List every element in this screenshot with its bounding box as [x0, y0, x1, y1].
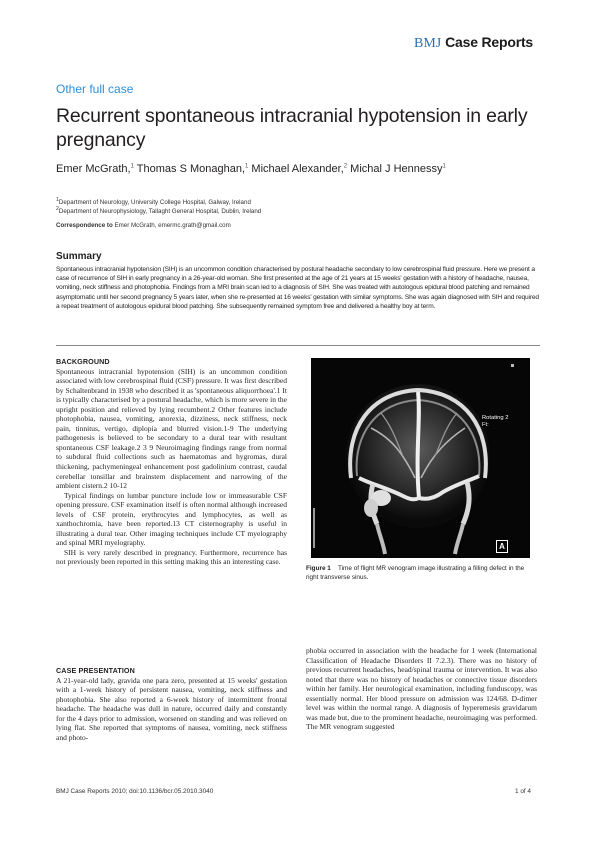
- section-label: Other full case: [56, 82, 134, 96]
- case-heading: CASE PRESENTATION: [56, 666, 135, 675]
- author-name: Michael Alexander,: [251, 163, 344, 175]
- author-affil-sup: 1: [130, 163, 134, 170]
- overlay-number: 2: [505, 415, 509, 421]
- correspondence: [56, 222, 231, 229]
- author-name: Thomas S Monaghan,: [136, 163, 246, 175]
- background-paragraph: SIH is very rarely described in pregnancy. Furthermore, recurrence has not previously been reported in this setting making this an interesting case.: [56, 547, 287, 567]
- divider: [56, 345, 540, 346]
- summary-body: Spontaneous intracranial hypotension (SIH) is an uncommon condition characterised by postural headache secondary to low cerebrospinal fluid pressure. Here we present a case of recurrence of SIH in early pregnancy in a 26-year-old woman. She first presented at the age of 21 years at 15 weeks' gestation with a history of headache, nausea, vomiting, neck stiffness and photophobia. Findings from a MRI brain scan led to a diagnosis of SIH. She was treated with autologous epidural blood patching and remained asymptomatic until her second pregnancy 5 years later, when she re-presented at 16 weeks' gestation with similar symptoms. She was again diagnosed with SIH and required a repeat treatment of autologous epidural blood patching. She subsequently remained symptom free and delivered a healthy boy at term.: [56, 266, 539, 310]
- journal-brand: [414, 34, 533, 52]
- correspondence-text: Emer McGrath, emermc.grath@gmail.com: [114, 222, 231, 229]
- background-paragraph: Spontaneous intracranial hypotension (SIH) is an uncommon condition associated with low cerebrospinal fluid (CSF) pressure. It was first described by Schaltenbrand in 1938 who described it as 'spontaneous aliquorrhoea'.1 It is typically characterised by a postural headache, which is more severe in the upright position and relieved by lying recumbent.2 Other features include photophobia, nausea, vomiting, anorexia, dizziness, neck stiffness, neck pain, tinnitus, vertigo, diplopia and blurred vision.1-9 The underlying pathogenesis is believed to be secondary to a dural tear with resultant spontaneous CSF leakage.2 3 9 Neuroimaging findings range from normal to subdural fluid collections such as haematomas and hygromas, dural thickening, pachymeningeal enhancement post gadolinium contrast, caudal cerebellar tonsillar and brainstem displacement and narrowing of the ambient cistern.2 10-12: [56, 366, 287, 491]
- affiliation-text: Department of Neurophysiology, Tallaght General Hospital, Dublin, Ireland: [58, 208, 262, 216]
- author-affil-sup: 1: [245, 163, 249, 170]
- background-paragraph: Typical findings on lumbar puncture include low or immeasurable CSF opening pressure. CSF examination itself is often normal although increased levels of CSF protein, erythrocytes and lymphocytes, as well as xanthochromia, have been reported.13 CT cisternography is useful in illustrating a dural tear. Other imaging techniques include CT myelography and spinal MRI myelography.: [56, 490, 287, 548]
- author-name: Michal J Hennessy: [350, 163, 443, 175]
- left-column: [56, 357, 287, 567]
- brand-case-reports: Case Reports: [445, 34, 533, 50]
- author-list: [56, 163, 446, 175]
- author-name: Emer McGrath,: [56, 163, 131, 175]
- case-paragraph-continued: phobia occurred in association with the headache for 1 week (International Classification of Headache Disorders II 7.2.3). There was no history of previous recurrent headaches, head/spinal trauma or intervention. It was also noted that there was no history of headaches or connective tissue disorders within her family. Her neurological examination, including funduscopy, was essentially normal. Her blood pressure on admission was 124/68. D-dimer level was within the normal range. A diagnosis of hyperemesis gravidarum was made but, due to the prominent headache, neuroimaging was performed. The MR venogram suggested: [306, 646, 537, 732]
- case-paragraph: A 21-year-old lady, gravida one para zero, presented at 15 weeks' gestation with a 1-week history of persistent nausea, vomiting, neck stiffness and photophobia. She also reported a 6-week history of intermittent frontal headache. The headache was dull in nature, occurred daily and constantly for the 4 days prior to admission, worsened on standing and was relieved on lying flat. She reported that symptoms of nausea, vomiting, neck stiffness and photo-: [56, 675, 287, 742]
- summary-heading: Summary: [56, 251, 102, 262]
- author-affil-sup: 1: [442, 163, 446, 170]
- right-column: [306, 646, 537, 732]
- background-heading: BACKGROUND: [56, 357, 110, 366]
- mr-venogram-image: [311, 358, 530, 558]
- affiliation-sup: 1: [56, 197, 59, 203]
- brand-bmj: BMJ: [414, 36, 442, 51]
- caption-label: Figure 1: [306, 565, 331, 572]
- page-number: 1 of 4: [515, 788, 531, 795]
- left-column-case: [56, 666, 287, 742]
- image-overlay-label: [482, 415, 508, 429]
- author-affil-sup: 2: [343, 163, 348, 170]
- affiliation-sup: 2: [56, 206, 59, 212]
- correspondence-label: Correspondence to: [56, 222, 113, 229]
- figure-caption: [306, 565, 536, 582]
- overlay-text: Ft:: [482, 422, 489, 428]
- article-title: Recurrent spontaneous intracranial hypotension in early pregnancy: [56, 105, 528, 151]
- affiliation: [56, 205, 261, 216]
- footer-citation: BMJ Case Reports 2010; doi:10.1136/bcr.05.2010.3040: [56, 788, 214, 795]
- overlay-text: Rotating: [482, 415, 504, 421]
- mr-venogram-graphic: [311, 358, 530, 558]
- orientation-marker: A: [496, 540, 508, 553]
- affiliation-text: Department of Neurology, University College Hospital, Galway, Ireland: [58, 199, 251, 207]
- caption-text: Time of flight MR venogram image illustrating a filling defect in the right transverse sinus.: [306, 565, 525, 581]
